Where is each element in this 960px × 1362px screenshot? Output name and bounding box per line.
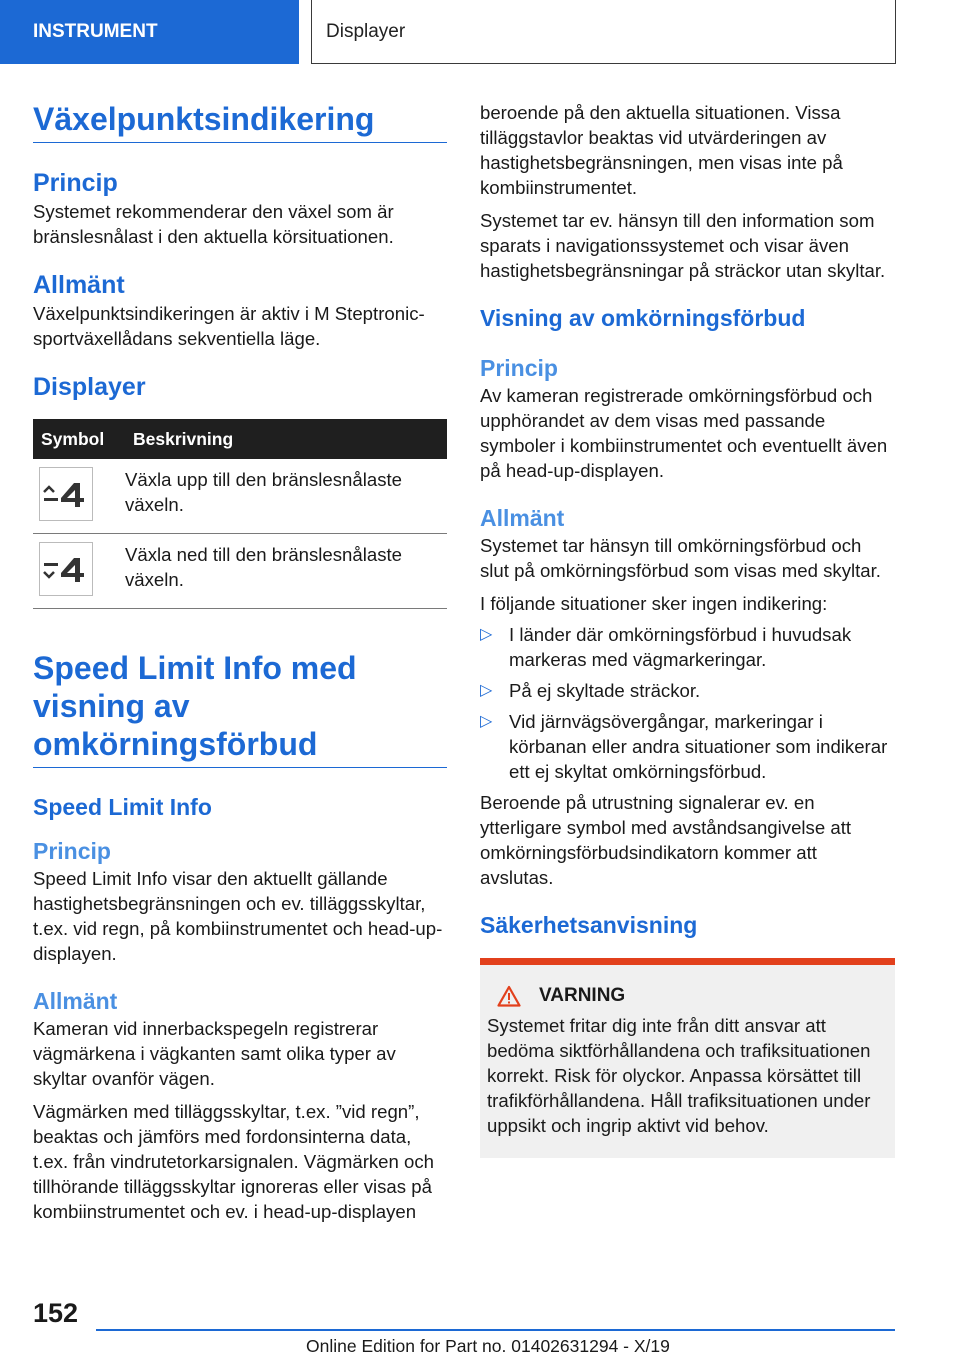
footer-rule <box>96 1329 895 1331</box>
chapter-tab <box>311 0 896 64</box>
col-header-symbol: Symbol <box>33 419 125 459</box>
heading-speed-limit-info: Speed Limit Info <box>33 794 212 820</box>
heading-sli-princip: Princip <box>33 838 111 864</box>
triangle-bullet-icon: ▷ <box>480 626 493 643</box>
continued-text: beroende på den aktuella situationen. Vissa tilläggstavlor beaktas vid utvärderingen av hastighetsbegränsningen, men visas inte på kombiinstrumentet. <box>480 102 843 198</box>
triangle-bullet-icon: ▷ <box>480 713 493 730</box>
heading-vis-princip: Princip <box>480 355 558 381</box>
princip-text: Systemet rekommenderar den växel som är bränslesnålast i den aktuella körsituationen. <box>33 201 394 247</box>
row-desc: Växla ned till den bränslesnålaste växeln. <box>125 534 447 609</box>
heading-overtaking: Visning av omkörningsförbud <box>480 305 806 331</box>
triangle-bullet-icon: ▷ <box>480 682 493 699</box>
warning-label: VARNING <box>539 985 626 1006</box>
row-desc: Växla upp till den bränslesnålaste växeln. <box>125 459 447 534</box>
shift-down-4-icon <box>39 542 93 596</box>
list-item: ▷ Vid järnvägsövergångar, markeringar i körbanan eller andra situationer som indikerar ett ej skyltat omkörningsförbud. <box>480 711 888 782</box>
navigation-text: Systemet tar ev. hänsyn till den information som sparats i navigationssystemet och visar även hastighetsbegränsningar på sträckor utan skyltar. <box>480 210 886 281</box>
heading-sli-allmant: Allmänt <box>33 988 118 1014</box>
heading-displayer: Displayer <box>33 373 146 401</box>
section-title-speed-limit: Speed Limit Info med visning av omkörningsförbud <box>33 649 447 768</box>
page-title-gear-indicator: Växelpunktsindikering <box>33 100 447 143</box>
sli-allmant-p1: Kameran vid innerbackspegeln registrerar vägmärkena i vägkanten samt olika typer av skyltar ovanför vägen. <box>33 1018 396 1089</box>
warning-triangle-icon <box>497 985 521 1007</box>
heading-safety: Säkerhetsanvisning <box>480 912 698 938</box>
page-number: 152 <box>33 1298 79 1328</box>
section-tab <box>0 0 299 64</box>
section-label: INSTRUMENT <box>33 21 158 42</box>
col-header-description: Beskrivning <box>125 419 447 459</box>
list-item: ▷ I länder där omkörningsförbud i huvudsak markeras med vägmarkeringar. <box>480 624 852 670</box>
heading-vis-allmant: Allmänt <box>480 505 565 531</box>
table-row <box>33 459 447 534</box>
vis-princip-text: Av kameran registrerade omkörningsförbud och upphörandet av dem visas med passande symboler i kombiinstrumentet och eventuellt även på head-up-displayen. <box>480 385 888 481</box>
list-item: ▷ På ej skyltade sträckor. <box>480 680 701 701</box>
symbol-table <box>33 419 447 609</box>
vis-intro: I följande situationer sker ingen indikering: <box>480 593 828 614</box>
chapter-label: Displayer <box>326 20 406 42</box>
warning-text: Systemet fritar dig inte från ditt ansvar att bedöma siktförhållandena och trafiksituationen korrekt. Risk för olyckor. Anpassa körsättet till trafikförhållandena. Håll trafiksituationen under uppsikt och ingrip aktivt vid behov. <box>487 1015 871 1136</box>
edition-text: Online Edition for Part no. 01402631294 - X/19 <box>306 1336 670 1356</box>
vis-allmant-text: Systemet tar hänsyn till omkörningsförbud och slut på omkörningsförbud som visas med skyltar. <box>480 535 881 581</box>
allmant-text: Växelpunktsindikeringen är aktiv i M Steptronic-sportväxellådans sekventiella läge. <box>33 303 425 349</box>
warning-box <box>480 958 895 1158</box>
heading-princip: Princip <box>33 169 118 197</box>
right-column <box>480 100 895 1158</box>
left-column <box>33 100 447 1224</box>
vis-extra-text: Beroende på utrustning signalerar ev. en ytterligare symbol med avståndsangivelse att omkörningsförbudsindikatorn kommer att avslutas. <box>480 792 852 888</box>
no-indication-list <box>480 622 895 784</box>
shift-up-4-icon <box>39 467 93 521</box>
heading-allmant: Allmänt <box>33 271 125 299</box>
sli-allmant-p2: Vägmärken med tilläggsskyltar, t.ex. ”vid regn”, beaktas och jämförs med fordonsinterna data, t.ex. från vindrutetorkarsignalen. Vägmärken och tillhörande tilläggsskyltar ignoreras eller visas på kombiinstrumentet och ev. i head-up-displayen <box>33 1101 435 1222</box>
table-row <box>33 534 447 609</box>
sli-princip-text: Speed Limit Info visar den aktuellt gällande hastighetsbegränsningen och ev. tilläggsskyltar, t.ex. vid regn, på kombiinstrumentet och head-up-displayen. <box>33 868 443 964</box>
